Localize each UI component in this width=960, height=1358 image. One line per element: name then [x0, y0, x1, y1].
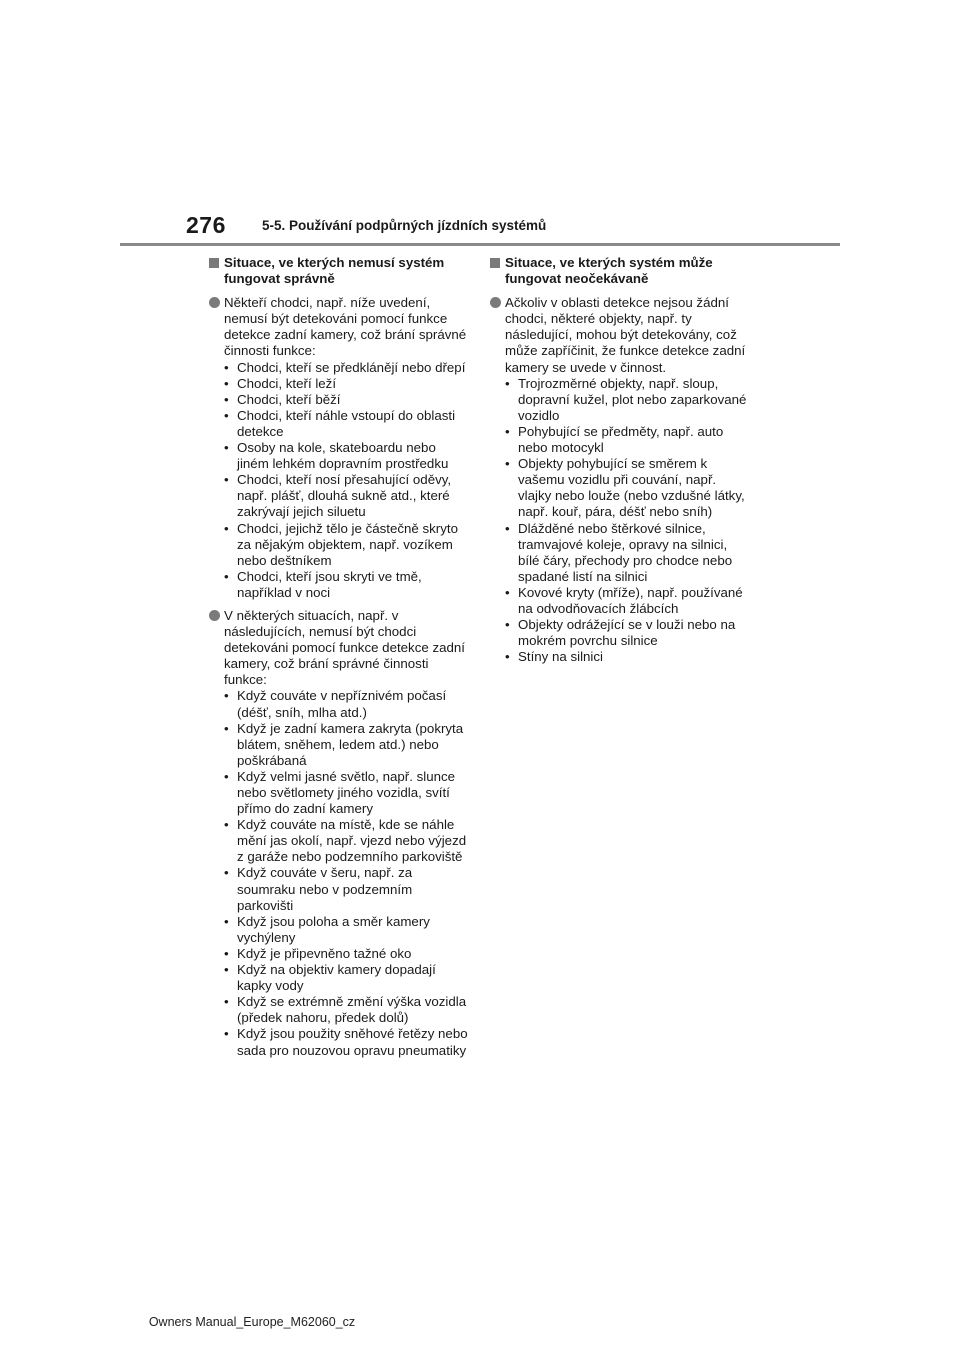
circle-bullet-icon	[209, 610, 220, 621]
list-item: • Pohybující se předměty, např. auto nebo motocykl	[505, 424, 752, 456]
list-item: • Chodci, kteří se předklánějí nebo dřepí	[224, 360, 471, 376]
header-rule	[120, 243, 840, 246]
list-item: • Chodci, kteří nosí přesahující oděvy, např. plášť, dlouhá sukně atd., které zakrývají jejich siluetu	[224, 472, 471, 520]
list-item: • Když je připevněno tažné oko	[224, 946, 471, 962]
left-point-2-list	[224, 688, 471, 1058]
square-bullet-icon	[490, 258, 500, 268]
right-point-1-text: Ačkoliv v oblasti detekce nejsou žádní chodci, některé objekty, např. ty následující, mohou být detekovány, což může zapříčinit, že funkce detekce zadní kamery se uvede v činnost.	[505, 295, 746, 375]
list-item: • Když couváte v šeru, např. za soumraku nebo v podzemním parkovišti	[224, 865, 471, 913]
left-point-2-text: V některých situacích, např. v následujících, nemusí být chodci detekováni pomocí funkce detekce zadní kamery, což brání správné činnosti funkce:	[224, 607, 465, 688]
list-item: • Když velmi jasné světlo, např. slunce nebo světlomety jiného vozidla, svítí přímo do zadní kamery	[224, 769, 471, 817]
right-heading	[490, 255, 752, 287]
left-heading	[209, 255, 471, 287]
list-item: • Stíny na silnici	[505, 649, 752, 665]
right-point-1-list	[505, 376, 752, 666]
list-item: • Objekty pohybující se směrem k vašemu vozidlu při couvání, např. vlajky nebo louže (nebo vzdušné látky, např. kouř, pára, déšť nebo sníh)	[505, 456, 752, 520]
left-column	[209, 255, 471, 1066]
list-item: • Chodci, kteří náhle vstoupí do oblasti detekce	[224, 408, 471, 440]
right-heading-text: Situace, ve kterých systém může fungovat neočekávaně	[505, 255, 713, 287]
footer-text: Owners Manual_Europe_M62060_cz	[148, 1315, 356, 1329]
list-item: • Chodci, kteří jsou skryti ve tmě, například v noci	[224, 569, 471, 601]
list-item: • Když couváte na místě, kde se náhle mění jas okolí, např. vjezd nebo výjezd z garáže nebo podzemního parkoviště	[224, 817, 471, 865]
list-item: • Když jsou poloha a směr kamery vychýleny	[224, 914, 471, 946]
left-point-1-text: Někteří chodci, např. níže uvedení, nemusí být detekováni pomocí funkce detekce zadní kamery, což brání správné činnosti funkce:	[224, 295, 467, 359]
section-title: 5-5. Používání podpůrných jízdních systémů	[262, 218, 547, 233]
left-heading-text: Situace, ve kterých nemusí systém fungovat správně	[224, 255, 445, 287]
list-item: • Chodci, jejichž tělo je částečně skryto za nějakým objektem, např. vozíkem nebo deštníkem	[224, 521, 471, 569]
list-item: • Objekty odrážející se v louži nebo na mokrém povrchu silnice	[505, 617, 752, 649]
left-point-2	[209, 608, 471, 1059]
list-item: • Když jsou použity sněhové řetězy nebo sada pro nouzovou opravu pneumatiky	[224, 1026, 471, 1058]
footer	[0, 1315, 960, 1329]
circle-bullet-icon	[209, 297, 220, 308]
right-column	[490, 255, 752, 672]
list-item: • Když couváte v nepříznivém počasí (déšť, sníh, mlha atd.)	[224, 688, 471, 720]
list-item: • Když se extrémně změní výška vozidla (předek nahoru, předek dolů)	[224, 994, 471, 1026]
list-item: • Kovové kryty (mříže), např. používané na odvodňovacích žlábcích	[505, 585, 752, 617]
right-point-1	[490, 295, 752, 665]
list-item: • Chodci, kteří běží	[224, 392, 471, 408]
page-number: 276	[186, 212, 226, 238]
circle-bullet-icon	[490, 297, 501, 308]
left-point-1	[209, 295, 471, 601]
list-item: • Dlážděné nebo štěrkové silnice, tramvajové koleje, opravy na silnici, bílé čáry, přechody pro chodce nebo spadané listí na silnici	[505, 521, 752, 585]
list-item: • Osoby na kole, skateboardu nebo jiném lehkém dopravním prostředku	[224, 440, 471, 472]
list-item: • Chodci, kteří leží	[224, 376, 471, 392]
square-bullet-icon	[209, 258, 219, 268]
list-item: • Když na objektiv kamery dopadají kapky vody	[224, 962, 471, 994]
list-item: • Když je zadní kamera zakryta (pokryta blátem, sněhem, ledem atd.) nebo poškrábaná	[224, 721, 471, 769]
left-point-1-list	[224, 360, 471, 601]
list-item: • Trojrozměrné objekty, např. sloup, dopravní kužel, plot nebo zaparkované vozidlo	[505, 376, 752, 424]
